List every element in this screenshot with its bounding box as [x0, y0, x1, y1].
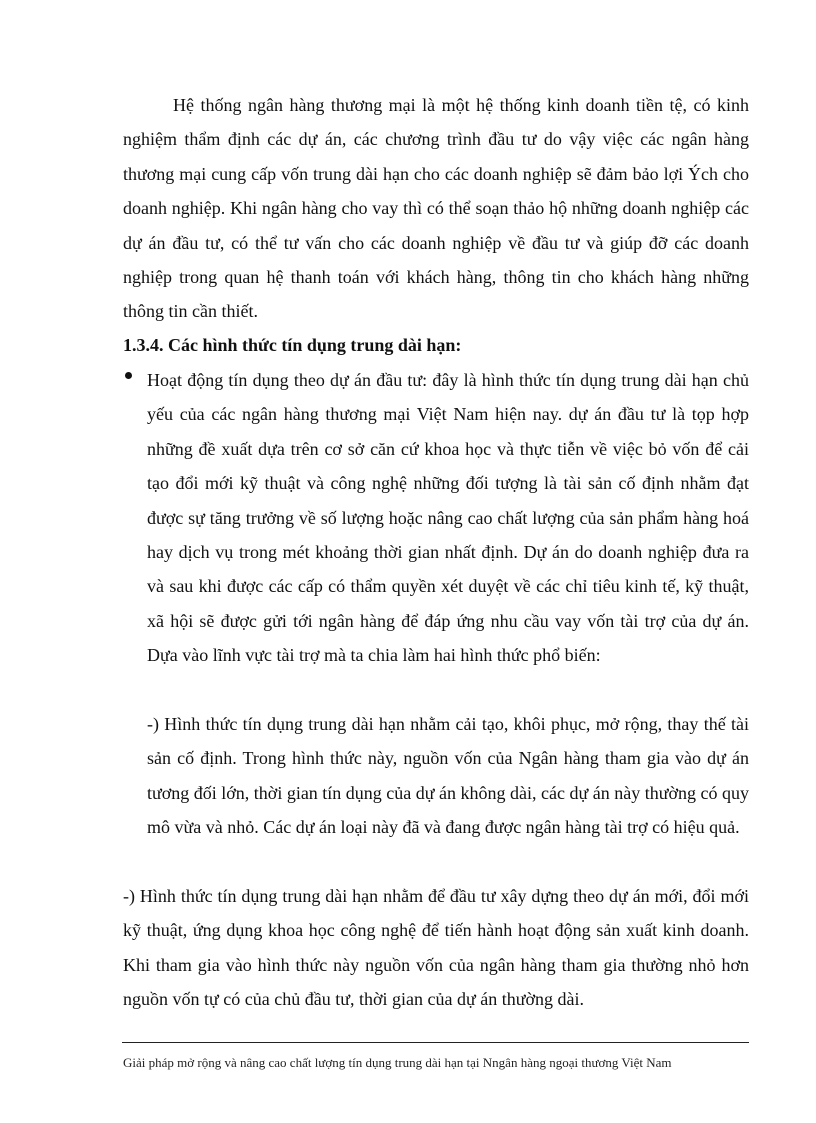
page-footer: Giải pháp mở rộng và nâng cao chất lượng tín dụng trung dài hạn tại Nngân hàng ngoại thương Việt Nam — [123, 1055, 672, 1070]
section-heading: 1.3.4. Các hình thức tín dụng trung dài hạn: — [123, 335, 462, 355]
bullet-paragraph: Hoạt động tín dụng theo dự án đầu tư: đây là hình thức tín dụng trung dài hạn chủ yếu của các ngân hàng thương mại Việt Nam hiện nay. dự án đầu tư là tọp hợp những đề xuất dựa trên cơ sở căn cứ khoa học và thực tiễn về việc bỏ vốn để cải tạo đổi mới kỹ thuật và công nghệ những đối tượng là tài sản cố định nhằm đạt được sự tăng trưởng về số lượng hoặc nâng cao chất lượng của sản phẩm hàng hoá hay dịch vụ trong mét khoảng thời gian nhất định. Dự án do doanh nghiệp đưa ra và sau khi được các cấp có thẩm quyền xét duyệt về các chỉ tiêu kinh tế, kỹ thuật, xã hội sẽ được gửi tới ngân hàng để đáp ứng nhu cầu vay vốn tài trợ của dự án. Dựa vào lĩnh vực tài trợ mà ta chia làm hai hình thức phổ biến: — [147, 370, 749, 666]
bullet-icon — [125, 372, 132, 379]
intro-paragraph: Hệ thống ngân hàng thương mại là một hệ thống kinh doanh tiền tệ, có kinh nghiệm thẩm định các dự án, các chương trình đầu tư do vậy việc các ngân hàng thương mại cung cấp vốn trung dài hạn cho các doanh nghiệp sẽ đảm bảo lợi Ých cho doanh nghiệp. Khi ngân hàng cho vay thì có thể soạn thảo hộ những doanh nghiệp các dự án đầu tư, có thể tư vấn cho các doanh nghiệp về đầu tư và giúp đỡ các doanh nghiệp trong quan hệ thanh toán với khách hàng, thông tin cho khách hàng những thông tin cần thiết. — [123, 95, 749, 322]
form-one-paragraph: -) Hình thức tín dụng trung dài hạn nhằm cải tạo, khôi phục, mở rộng, thay thế tài sản cố định. Trong hình thức này, nguồn vốn của Ngân hàng tham gia vào dự án tương đối lớn, thời gian tín dụng của dự án không dài, các dự án này thường có quy mô vừa và nhỏ. Các dự án loại này đã và đang được ngân hàng tài trợ có hiệu quả. — [147, 714, 749, 838]
form-two-paragraph: -) Hình thức tín dụng trung dài hạn nhằm để đầu tư xây dựng theo dự án mới, đổi mới kỹ thuật, ứng dụng khoa học công nghệ để tiến hành hoạt động sản xuất kinh doanh. Khi tham gia vào hình thức này nguồn vốn của ngân hàng tham gia thường nhỏ hơn nguồn vốn tự có của chủ đầu tư, thời gian của dự án thường dài. — [123, 886, 749, 1010]
footer-divider — [122, 1042, 749, 1043]
